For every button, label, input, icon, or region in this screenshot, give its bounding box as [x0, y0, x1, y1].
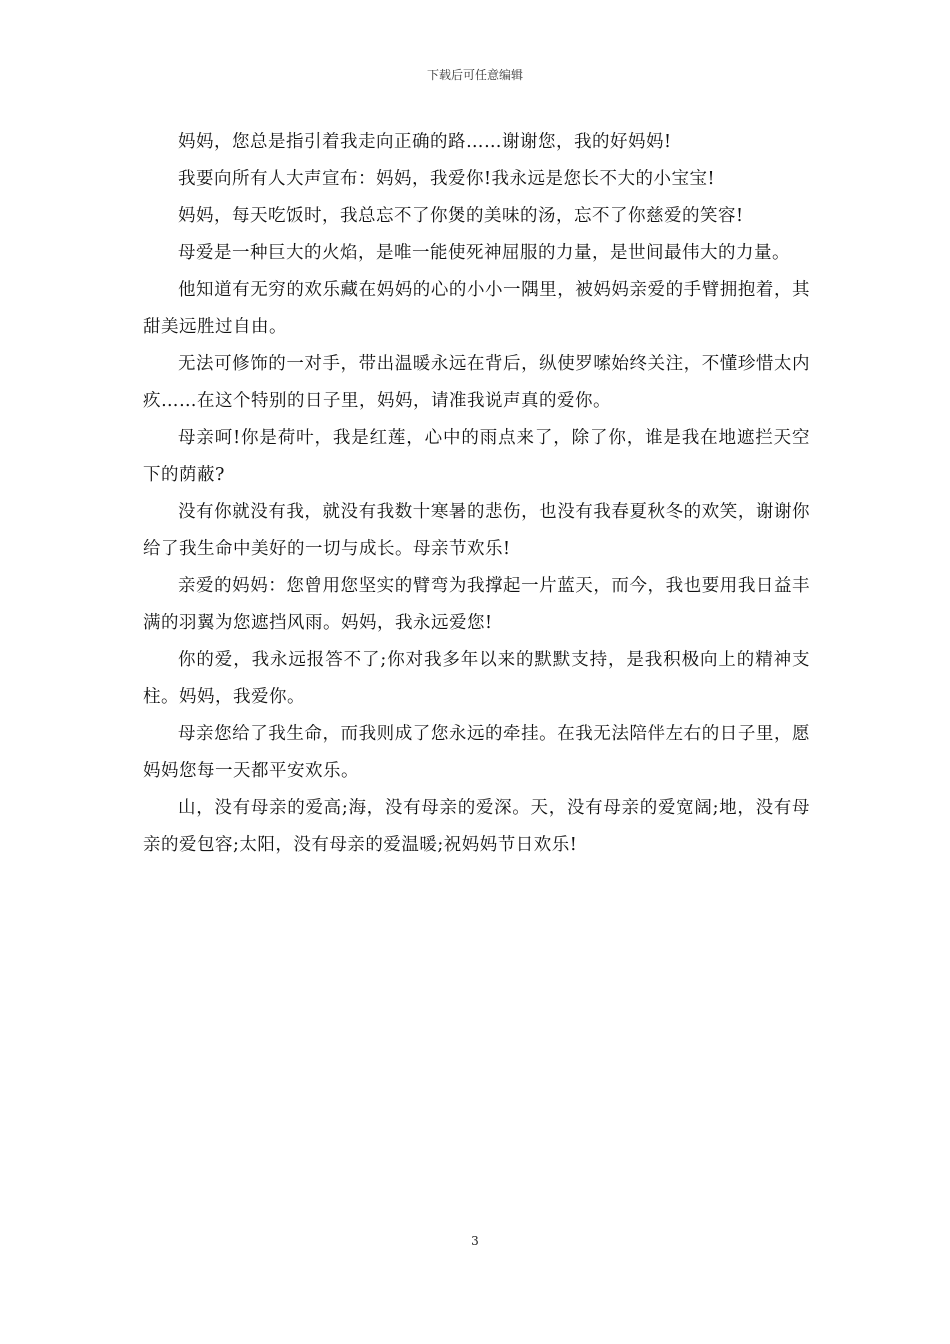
document-body — [143, 124, 810, 864]
paragraph: 妈妈，您总是指引着我走向正确的路……谢谢您，我的好妈妈! — [178, 132, 672, 152]
page-number: 3 — [471, 1234, 479, 1248]
paragraph: 我要向所有人大声宣布：妈妈，我爱你!我永远是您长不大的小宝宝! — [178, 169, 716, 189]
paragraph: 母亲您给了我生命，而我则成了您永远的牵挂。在我无法陪伴左右的日子里，愿妈妈您每一天都平安欢乐。 — [143, 724, 810, 781]
paragraph: 母爱是一种巨大的火焰，是唯一能使死神屈服的力量，是世间最伟大的力量。 — [178, 243, 790, 263]
paragraph: 亲爱的妈妈：您曾用您坚实的臂弯为我撑起一片蓝天，而今，我也要用我日益丰满的羽翼为您遮挡风雨。妈妈，我永远爱您! — [143, 576, 810, 633]
paragraph: 没有你就没有我，就没有我数十寒暑的悲伤，也没有我春夏秋冬的欢笑，谢谢你给了我生命中美好的一切与成长。母亲节欢乐! — [143, 502, 810, 559]
paragraph: 无法可修饰的一对手，带出温暖永远在背后，纵使罗嗦始终关注，不懂珍惜太内疚……在这个特别的日子里，妈妈，请准我说声真的爱你。 — [143, 354, 810, 411]
paragraph: 他知道有无穷的欢乐藏在妈妈的心的小小一隅里，被妈妈亲爱的手臂拥抱着，其甜美远胜过自由。 — [143, 280, 810, 337]
paragraph: 母亲呵!你是荷叶，我是红莲，心中的雨点来了，除了你，谁是我在地遮拦天空下的荫蔽? — [143, 428, 810, 485]
paragraph: 山，没有母亲的爱高;海，没有母亲的爱深。天，没有母亲的爱宽阔;地，没有母亲的爱包容;太阳，没有母亲的爱温暖;祝妈妈节日欢乐! — [143, 798, 810, 855]
paragraph: 妈妈，每天吃饭时，我总忘不了你煲的美味的汤，忘不了你慈爱的笑容! — [178, 206, 744, 226]
paragraph: 你的爱，我永远报答不了;你对我多年以来的默默支持，是我积极向上的精神支柱。妈妈，我爱你。 — [143, 650, 810, 707]
page-header-note: 下载后可任意编辑 — [426, 68, 523, 82]
